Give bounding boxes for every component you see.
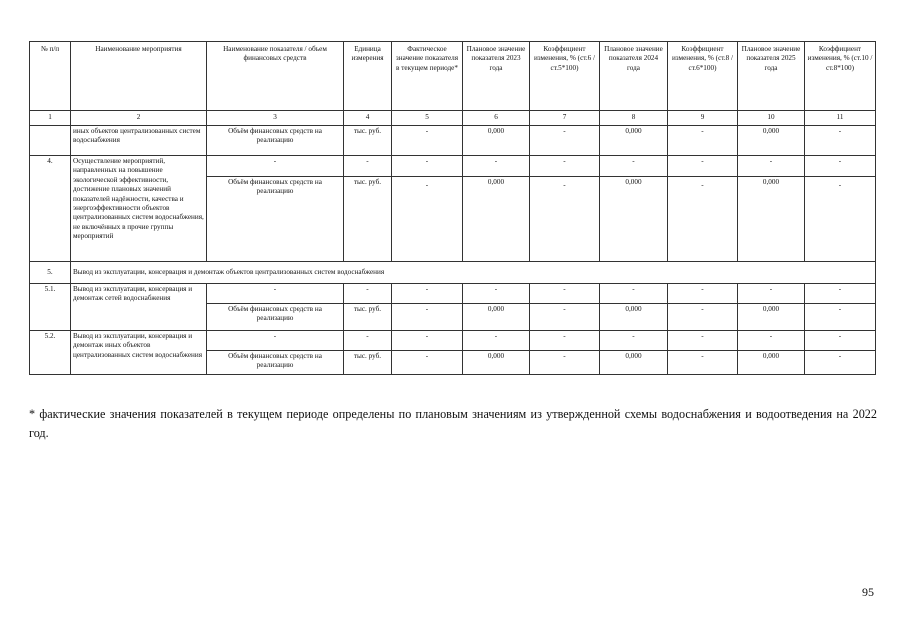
plan-2024-value: 0,000 bbox=[600, 304, 668, 331]
dash-cell: - bbox=[392, 331, 463, 351]
dash-cell: - bbox=[738, 331, 805, 351]
plan-2023-value: 0,000 bbox=[463, 126, 530, 156]
column-number: 3 bbox=[207, 111, 344, 126]
dash-cell: - bbox=[668, 284, 738, 304]
dash-cell: - bbox=[344, 331, 392, 351]
header-cell: Наименование мероприятия bbox=[71, 42, 207, 111]
fact-value: - bbox=[392, 304, 463, 331]
dash-cell: - bbox=[207, 156, 344, 177]
dash-cell: - bbox=[463, 156, 530, 177]
column-number: 7 bbox=[530, 111, 600, 126]
dash-cell: - bbox=[207, 331, 344, 351]
dash-cell: - bbox=[805, 156, 876, 177]
coef-value: - bbox=[668, 126, 738, 156]
coef-value: - bbox=[530, 177, 600, 262]
column-number: 11 bbox=[805, 111, 876, 126]
unit-cell: тыс. руб. bbox=[344, 351, 392, 375]
column-number: 10 bbox=[738, 111, 805, 126]
row-name: Вывод из эксплуатации, консервация и демонтаж сетей водоснабжения bbox=[71, 284, 207, 331]
dash-cell: - bbox=[600, 284, 668, 304]
dash-cell: - bbox=[738, 156, 805, 177]
dash-cell: - bbox=[530, 156, 600, 177]
dash-cell: - bbox=[668, 156, 738, 177]
table-row bbox=[30, 331, 876, 351]
coef-value: - bbox=[668, 351, 738, 375]
unit-cell: тыс. руб. bbox=[344, 126, 392, 156]
table-row bbox=[30, 262, 876, 284]
header-cell: Коэффициент изменения, % (ст.6 /ст.5*100) bbox=[530, 42, 600, 111]
footnote: * фактические значения показателей в текущем периоде определены по плановым значениям из утвержденной схемы водоснабжения и водоотведения на 2022 год. bbox=[29, 407, 877, 440]
coef-value: - bbox=[530, 126, 600, 156]
column-number: 4 bbox=[344, 111, 392, 126]
fact-value: - bbox=[392, 351, 463, 375]
header-cell: № п/п bbox=[30, 42, 71, 111]
header-cell: Коэффициент изменения, % (ст.8 /ст.6*100) bbox=[668, 42, 738, 111]
row-name: иных объектов централизованных систем водоснабжения bbox=[71, 126, 207, 156]
plan-2025-value: 0,000 bbox=[738, 304, 805, 331]
dash-cell: - bbox=[738, 284, 805, 304]
dash-cell: - bbox=[805, 284, 876, 304]
row-number: 4. bbox=[30, 156, 71, 262]
plan-2025-value: 0,000 bbox=[738, 351, 805, 375]
plan-2025-value: 0,000 bbox=[738, 177, 805, 262]
indicator-label: Объём финансовых средств на реализацию bbox=[207, 177, 344, 262]
column-number: 2 bbox=[71, 111, 207, 126]
dash-cell: - bbox=[344, 284, 392, 304]
table-header-row bbox=[30, 42, 876, 111]
row-number: 5.1. bbox=[30, 284, 71, 331]
coef-value: - bbox=[668, 177, 738, 262]
coef-value: - bbox=[668, 304, 738, 331]
dash-cell: - bbox=[530, 284, 600, 304]
column-number: 8 bbox=[600, 111, 668, 126]
table-row bbox=[30, 284, 876, 304]
plan-2024-value: 0,000 bbox=[600, 351, 668, 375]
indicator-label: Объём финансовых средств на реализацию bbox=[207, 351, 344, 375]
plan-2024-value: 0,000 bbox=[600, 177, 668, 262]
indicator-label: Объём финансовых средств на реализацию bbox=[207, 304, 344, 331]
unit-cell: тыс. руб. bbox=[344, 177, 392, 262]
plan-2023-value: 0,000 bbox=[463, 177, 530, 262]
indicators-table bbox=[29, 41, 876, 375]
column-number: 9 bbox=[668, 111, 738, 126]
header-cell: Плановое значение показателя 2023 года bbox=[463, 42, 530, 111]
unit-cell: тыс. руб. bbox=[344, 304, 392, 331]
header-cell: Плановое значение показателя 2025 года bbox=[738, 42, 805, 111]
dash-cell: - bbox=[668, 331, 738, 351]
dash-cell: - bbox=[207, 284, 344, 304]
plan-2025-value: 0,000 bbox=[738, 126, 805, 156]
dash-cell: - bbox=[463, 331, 530, 351]
fact-value: - bbox=[392, 177, 463, 262]
row-number bbox=[30, 126, 71, 156]
fact-value: - bbox=[392, 126, 463, 156]
dash-cell: - bbox=[463, 284, 530, 304]
header-cell: Фактическое значение показателя в текущем периоде* bbox=[392, 42, 463, 111]
table-row bbox=[30, 156, 876, 177]
plan-2023-value: 0,000 bbox=[463, 351, 530, 375]
coef-value: - bbox=[805, 304, 876, 331]
column-number: 6 bbox=[463, 111, 530, 126]
dash-cell: - bbox=[600, 156, 668, 177]
column-number: 1 bbox=[30, 111, 71, 126]
indicator-label: Объём финансовых средств на реализацию bbox=[207, 126, 344, 156]
table-row bbox=[30, 126, 876, 156]
dash-cell: - bbox=[392, 156, 463, 177]
coef-value: - bbox=[805, 177, 876, 262]
row-name: Осуществление мероприятий, направленных на повышение экологической эффективности, достижение плановых значений показателей надёжности, качества и энергоэффективности объектов централизованных систем водоснабжения, не включённых в прочие группы мероприятий bbox=[71, 156, 207, 262]
dash-cell: - bbox=[805, 331, 876, 351]
row-number: 5. bbox=[30, 262, 71, 284]
dash-cell: - bbox=[530, 331, 600, 351]
column-numbers-row bbox=[30, 111, 876, 126]
header-cell: Плановое значение показателя 2024 года bbox=[600, 42, 668, 111]
dash-cell: - bbox=[344, 156, 392, 177]
plan-2023-value: 0,000 bbox=[463, 304, 530, 331]
dash-cell: - bbox=[392, 284, 463, 304]
column-number: 5 bbox=[392, 111, 463, 126]
row-name: Вывод из эксплуатации, консервация и демонтаж иных объектов централизованных систем водоснабжения bbox=[71, 331, 207, 375]
section-title: Вывод из эксплуатации, консервация и демонтаж объектов централизованных систем водоснабжения bbox=[71, 262, 876, 284]
dash-cell: - bbox=[600, 331, 668, 351]
coef-value: - bbox=[805, 126, 876, 156]
plan-2024-value: 0,000 bbox=[600, 126, 668, 156]
header-cell: Единица измерения bbox=[344, 42, 392, 111]
coef-value: - bbox=[530, 351, 600, 375]
row-number: 5.2. bbox=[30, 331, 71, 375]
coef-value: - bbox=[805, 351, 876, 375]
coef-value: - bbox=[530, 304, 600, 331]
header-cell: Наименование показателя / объем финансовых средств bbox=[207, 42, 344, 111]
header-cell: Коэффициент изменения, % (ст.10 /ст.8*100) bbox=[805, 42, 876, 111]
page-number: 95 bbox=[862, 585, 874, 599]
